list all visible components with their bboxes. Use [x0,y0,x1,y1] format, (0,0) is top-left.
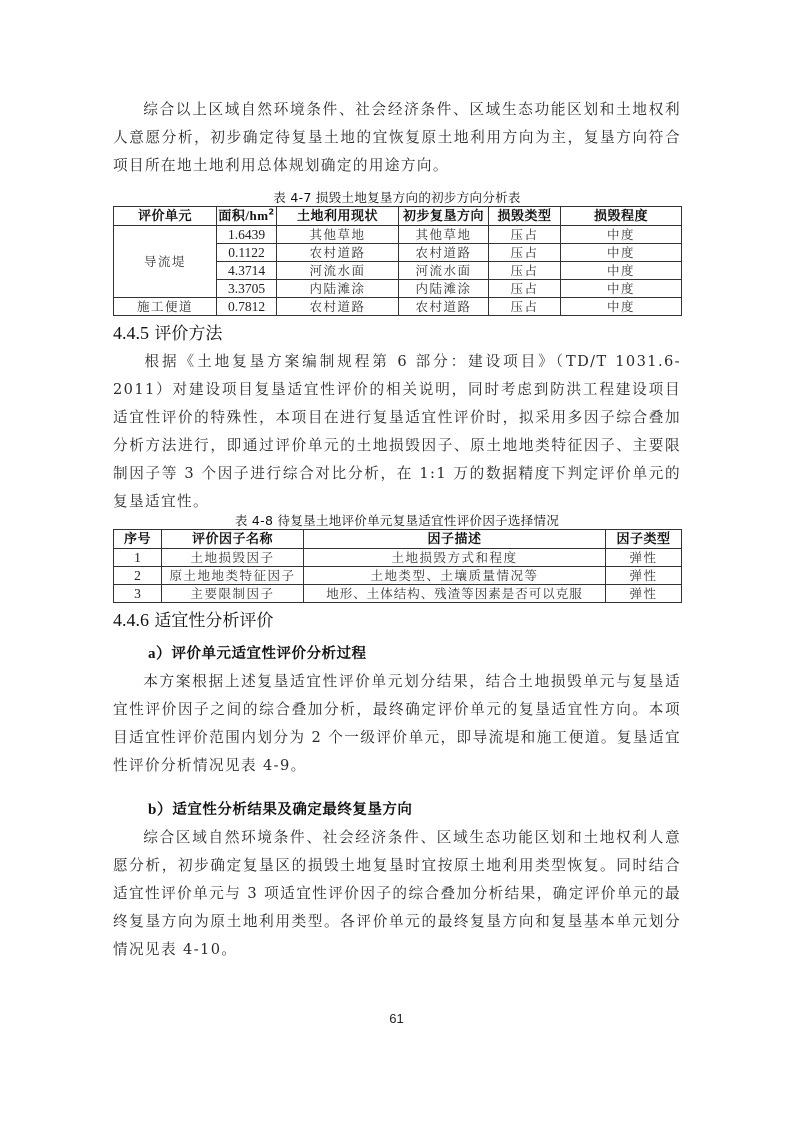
area-cell: 0.7812 [217,298,277,316]
header-unit: 评价单元 [114,207,217,226]
direction-cell: 农村道路 [399,244,489,262]
section-heading-4-4-6 [113,606,273,631]
header-factor-desc: 因子描述 [304,530,606,549]
current-use-cell: 河流水面 [277,262,399,280]
table-header-row [114,207,682,226]
area-cell: 0.1122 [217,244,277,262]
damage-type-cell: 压占 [489,298,561,316]
subheading-a [148,642,367,663]
subheading-b-label: b） [148,802,173,818]
sub-b-paragraph-text: 综合区域自然环境条件、社会经济条件、区域生态功能区划和土地权利人意愿分析，初步确定复垦区的损毁土地复垦时宜按原土地利用类型恢复。同时结合适宜性评价单元与 3 项适宜性评价因子的综合叠加分析结果，确定评价单元的最终复垦方向为原土地利用类型。各评价单元的最终复垦方向和复垦基本单元划分情况见表 4-10。 [113,829,681,958]
sub-a-paragraph [113,668,681,780]
factor-type-cell: 弹性 [606,585,682,603]
header-area [217,207,277,226]
header-factor-type: 因子类型 [606,530,682,549]
area-cell: 1.6439 [217,226,277,244]
factor-desc-cell: 土地类型、土壤质量情况等 [304,567,606,585]
table-row [114,567,682,585]
header-area-label: 面积/hm [218,208,269,223]
factor-name-cell: 土地损毁因子 [162,549,304,567]
damage-degree-cell: 中度 [561,244,682,262]
damage-degree-cell: 中度 [561,280,682,298]
subheading-b [148,798,412,819]
factor-type-cell: 弹性 [606,567,682,585]
section-title: 评价方法 [154,324,223,344]
section-heading-4-4-5 [113,319,222,344]
damage-degree-cell: 中度 [561,262,682,280]
current-use-cell: 内陆滩涂 [277,280,399,298]
factor-desc-cell: 地形、土体结构、残渣等因素是否可以克服 [304,585,606,603]
header-no: 序号 [114,530,162,549]
table-4-7 [113,206,682,316]
no-cell: 2 [114,567,162,585]
subheading-a-label: a） [148,646,172,662]
damage-degree-cell: 中度 [561,298,682,316]
current-use-cell: 农村道路 [277,244,399,262]
direction-cell: 内陆滩涂 [399,280,489,298]
table-header-row [114,530,682,549]
unit-cell: 导流堤 [114,226,217,298]
damage-type-cell: 压占 [489,244,561,262]
current-use-cell: 农村道路 [277,298,399,316]
table-4-8-caption: 表 4-8 待复垦土地评价单元复垦适宜性评价因子选择情况 [234,513,560,528]
factor-type-cell: 弹性 [606,549,682,567]
damage-type-cell: 压占 [489,226,561,244]
header-damage-type: 损毁类型 [489,207,561,226]
area-cell: 3.3705 [217,280,277,298]
intro-paragraph-text: 综合以上区域自然环境条件、社会经济条件、区域生态功能区划和土地权利人意愿分析，初步确定待复垦土地的宜恢复原土地利用方向为主，复垦方向符合项目所在地土地利用总体规划确定的用途方向。 [113,101,681,174]
table-4-7-caption: 表 4-7 损毁土地复垦方向的初步方向分析表 [273,190,521,205]
header-factor-name: 评价因子名称 [162,530,304,549]
section-number: 4.4.6 [113,610,149,630]
unit-cell: 施工便道 [114,298,217,316]
no-cell: 3 [114,585,162,603]
intro-paragraph [113,96,681,180]
evaluation-method-paragraph [113,348,681,516]
direction-cell: 河流水面 [399,262,489,280]
header-direction: 初步复垦方向 [399,207,489,226]
sub-b-paragraph [113,824,681,964]
table-4-8 [113,529,682,603]
table-row [114,549,682,567]
factor-name-cell: 主要限制因子 [162,585,304,603]
factor-desc-cell: 土地损毁方式和程度 [304,549,606,567]
evaluation-method-text: 根据《土地复垦方案编制规程第 6 部分：建设项目》（TD/T 1031.6-2011）对建设项目复垦适宜性评价的相关说明，同时考虑到防洪工程建设项目适宜性评价的特殊性，本项目在进行复垦适宜性评价时，拟采用多因子综合叠加分析方法进行，即通过评价单元的土地损毁因子、原土地地类特征因子、主要限制因子等 3 个因子进行综合对比分析，在 1:1 万的数据精度下判定评价单元的复垦适宜性。 [113,353,681,510]
sub-a-paragraph-text: 本方案根据上述复垦适宜性评价单元划分结果，结合土地损毁单元与复垦适宜性评价因子之间的综合叠加分析，最终确定评价单元的复垦适宜性方向。本项目适宜性评价范围内划分为 2 个一级评价单元，即导流堤和施工便道。复垦适宜性评价分析情况见表 4-9。 [113,673,681,774]
header-current-use: 土地利用现状 [277,207,399,226]
section-title: 适宜性分析评价 [154,611,274,631]
no-cell: 1 [114,549,162,567]
subheading-b-title: 适宜性分析结果及确定最终复垦方向 [172,802,413,818]
factor-name-cell: 原土地地类特征因子 [162,567,304,585]
direction-cell: 其他草地 [399,226,489,244]
damage-type-cell: 压占 [489,262,561,280]
section-number: 4.4.5 [113,323,149,343]
page-number: 61 [389,1011,404,1026]
direction-cell: 农村道路 [399,298,489,316]
table-row [114,298,682,316]
table-row [114,226,682,244]
current-use-cell: 其他草地 [277,226,399,244]
header-area-superscript: 2 [268,207,275,217]
area-cell: 4.3714 [217,262,277,280]
subheading-a-title: 评价单元适宜性评价分析过程 [171,646,367,662]
damage-type-cell: 压占 [489,280,561,298]
header-damage-degree: 损毁程度 [561,207,682,226]
damage-degree-cell: 中度 [561,226,682,244]
table-row [114,585,682,603]
